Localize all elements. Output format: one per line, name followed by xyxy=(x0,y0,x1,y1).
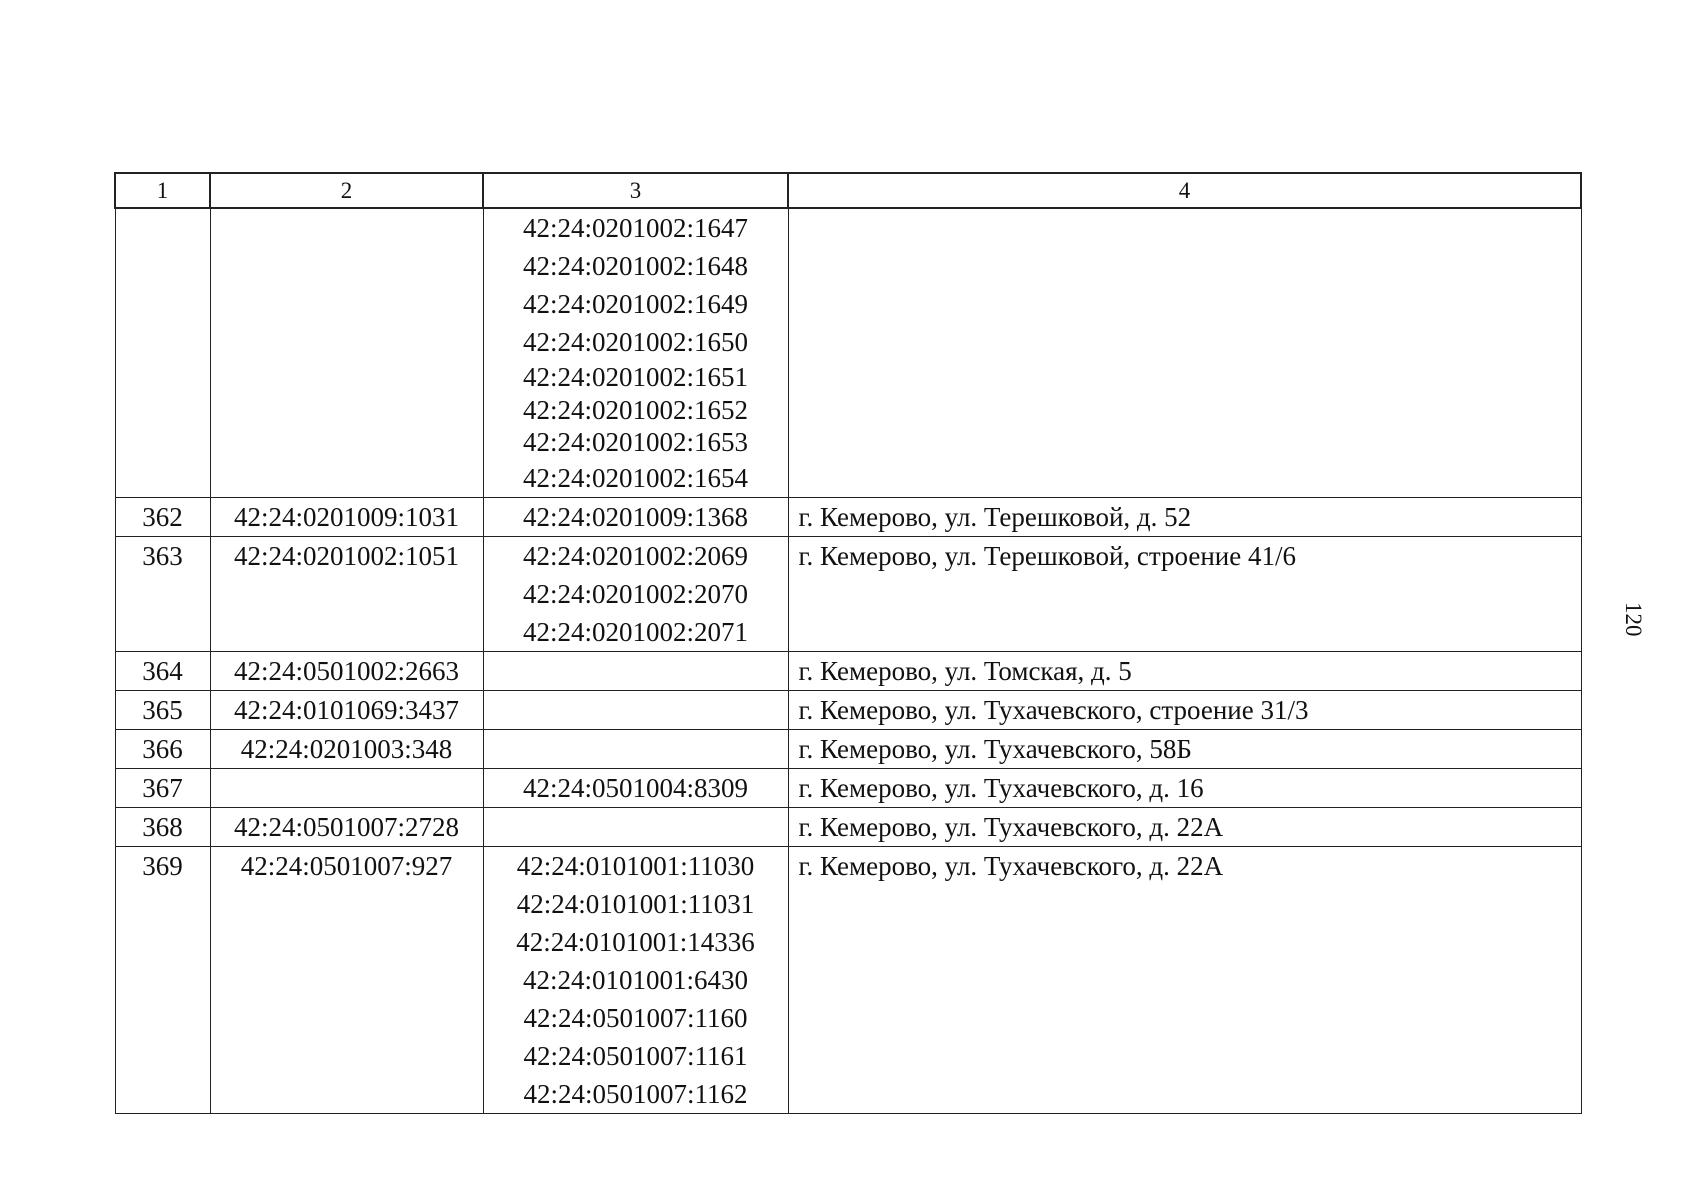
parcel-number: 42:24:0101069:3437 xyxy=(233,694,459,725)
cadastral-number: 42:24:0201002:2071 xyxy=(522,616,748,647)
continuation-col-1 xyxy=(115,208,210,497)
empty-cell xyxy=(483,807,788,846)
address: г. Кемерово, ул. Тухачевского, строение 31/3 xyxy=(798,694,1309,725)
continuation-col-2 xyxy=(210,208,483,497)
cadastral-number: 42:24:0201009:1368 xyxy=(522,501,748,532)
row-number: 368 xyxy=(142,811,183,842)
cadastral-number: 42:24:0101001:11030 xyxy=(516,850,755,881)
table-row xyxy=(115,846,1581,1113)
cadastral-number: 42:24:0201002:1651 xyxy=(522,362,748,392)
cadastral-number: 42:24:0101001:11031 xyxy=(516,888,755,919)
address: г. Кемерово, ул. Терешковой, строение 41/6 xyxy=(798,540,1296,571)
parcel-number: 42:24:0501007:2728 xyxy=(233,811,459,842)
page-number: 120 xyxy=(1621,602,1646,637)
row-number: 364 xyxy=(142,655,183,686)
cadastral-number: 42:24:0201002:1654 xyxy=(522,462,748,493)
header-row xyxy=(115,173,1581,208)
row-number: 366 xyxy=(142,733,183,764)
continuation-col-4 xyxy=(788,208,1581,497)
cadastral-number: 42:24:0201002:1647 xyxy=(522,213,748,243)
address: г. Кемерово, ул. Тухачевского, д. 22А xyxy=(798,811,1224,842)
table-row xyxy=(115,651,1581,690)
cadastral-number: 42:24:0501007:1162 xyxy=(523,1078,748,1109)
cadastral-number: 42:24:0201002:1648 xyxy=(522,251,748,281)
empty-cell xyxy=(483,729,788,768)
cadastral-number: 42:24:0101001:14336 xyxy=(516,926,755,957)
address: г. Кемерово, ул. Терешковой, д. 52 xyxy=(798,501,1192,532)
cadastral-number: 42:24:0201002:1650 xyxy=(522,327,748,357)
row-number: 365 xyxy=(142,694,183,725)
cadastral-number: 42:24:0501007:1161 xyxy=(523,1040,748,1071)
empty-cell xyxy=(483,690,788,729)
cadastral-number: 42:24:0201002:1649 xyxy=(522,289,748,319)
row-number: 369 xyxy=(142,850,183,881)
cadastral-number: 42:24:0201002:1653 xyxy=(522,427,748,457)
parcel-number: 42:24:0501007:927 xyxy=(240,850,453,881)
table-row xyxy=(115,807,1581,846)
table-row xyxy=(115,690,1581,729)
empty-cell xyxy=(210,768,483,807)
cadastral-table xyxy=(114,172,1582,1114)
parcel-number: 42:24:0501002:2663 xyxy=(233,655,459,686)
empty-cell xyxy=(483,651,788,690)
table-row xyxy=(115,497,1581,536)
cadastral-number: 42:24:0101001:6430 xyxy=(522,964,748,995)
cadastral-number: 42:24:0501007:1160 xyxy=(523,1002,748,1033)
cadastral-number: 42:24:0501004:8309 xyxy=(522,772,748,803)
parcel-number: 42:24:0201002:1051 xyxy=(233,540,459,571)
row-number: 362 xyxy=(142,501,183,532)
header-col-2: 2 xyxy=(210,173,483,208)
address: г. Кемерово, ул. Томская, д. 5 xyxy=(798,655,1132,686)
header-col-4: 4 xyxy=(788,173,1581,208)
table-row xyxy=(115,536,1581,651)
cadastral-number: 42:24:0201002:2070 xyxy=(522,578,748,609)
header-col-3: 3 xyxy=(483,173,788,208)
address: г. Кемерово, ул. Тухачевского, д. 22А xyxy=(798,850,1224,881)
table-row xyxy=(115,768,1581,807)
cadastral-number: 42:24:0201002:1652 xyxy=(522,394,748,425)
header-col-1: 1 xyxy=(115,173,210,208)
row-number: 363 xyxy=(142,540,183,571)
row-number: 367 xyxy=(142,772,183,803)
parcel-number: 42:24:0201003:348 xyxy=(240,733,453,764)
continuation-numbers xyxy=(483,208,788,497)
table-row xyxy=(115,729,1581,768)
parcel-number: 42:24:0201009:1031 xyxy=(233,501,459,532)
address: г. Кемерово, ул. Тухачевского, 58Б xyxy=(798,733,1192,764)
cadastral-number: 42:24:0201002:2069 xyxy=(522,540,748,571)
address: г. Кемерово, ул. Тухачевского, д. 16 xyxy=(798,772,1204,803)
continuation-row xyxy=(115,208,1581,497)
